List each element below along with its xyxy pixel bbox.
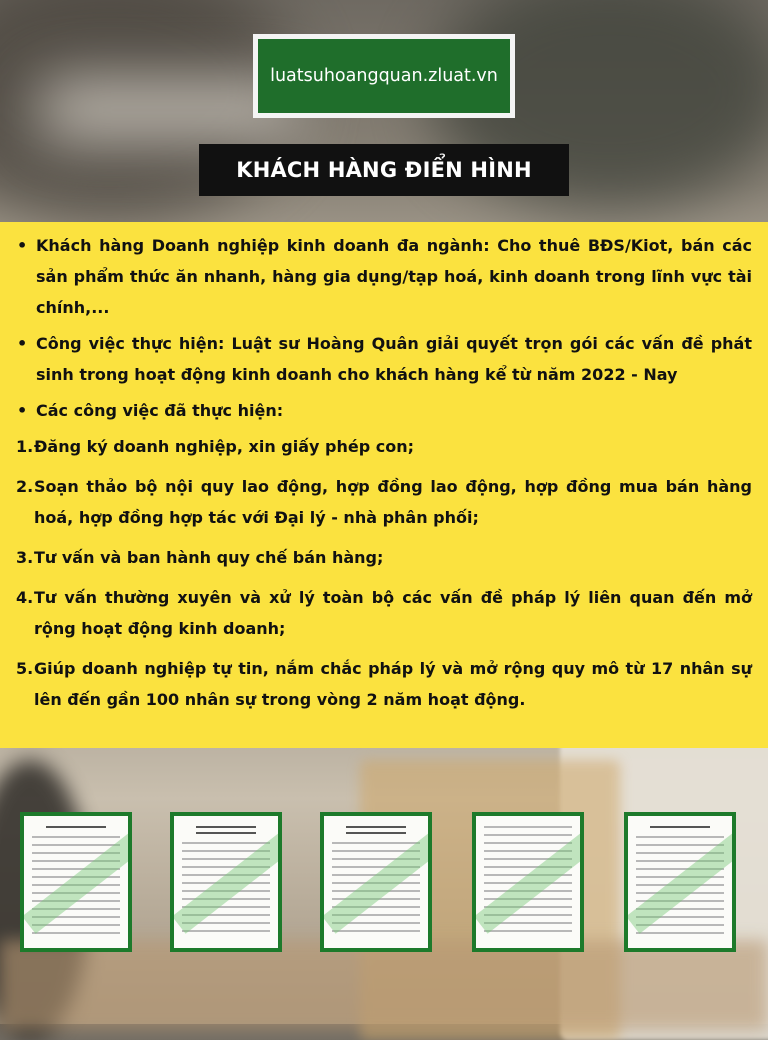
task-number: 1.	[16, 437, 34, 456]
list-item-text: Công việc thực hiện: Luật sư Hoàng Quân giải quyết trọn gói các vấn đề phát sinh trong hoạt động kinh doanh cho khách hàng kể từ năm 2022 - Nay	[36, 334, 752, 384]
task-item	[16, 542, 752, 573]
task-item	[16, 471, 752, 533]
task-text: Tư vấn và ban hành quy chế bán hàng;	[34, 548, 384, 567]
list-item	[16, 230, 752, 323]
document-thumbnails	[0, 812, 768, 962]
bullet-mark: •	[17, 401, 28, 420]
site-url-banner[interactable]	[253, 34, 515, 118]
document-thumbnail[interactable]	[472, 812, 584, 952]
bullet-mark: •	[17, 236, 28, 255]
list-item-text: Khách hàng Doanh nghiệp kinh doanh đa ngành: Cho thuê BĐS/Kiot, bán các sản phẩm thức ăn nhanh, hàng gia dụng/tạp hoá, kinh doanh trong lĩnh vực tài chính,...	[36, 236, 752, 317]
task-item	[16, 582, 752, 644]
document-thumbnail[interactable]	[170, 812, 282, 952]
task-number: 4.	[16, 588, 34, 607]
task-text: Giúp doanh nghiệp tự tin, nắm chắc pháp lý và mở rộng quy mô từ 17 nhân sự lên đến gần 100 nhân sự trong vòng 2 năm hoạt động.	[34, 659, 752, 709]
content-panel	[0, 222, 768, 748]
task-number: 3.	[16, 548, 34, 567]
document-thumbnail[interactable]	[320, 812, 432, 952]
bullet-mark: •	[17, 334, 28, 353]
page-title: KHÁCH HÀNG ĐIỂN HÌNH	[236, 158, 532, 182]
task-item	[16, 653, 752, 715]
list-item-text: Các công việc đã thực hiện:	[36, 401, 284, 420]
task-number: 5.	[16, 659, 34, 678]
list-item	[16, 328, 752, 390]
task-number: 2.	[16, 477, 34, 496]
document-thumbnail[interactable]	[20, 812, 132, 952]
list-item	[16, 395, 752, 426]
task-text: Tư vấn thường xuyên và xử lý toàn bộ các vấn đề pháp lý liên quan đến mở rộng hoạt động kinh doanh;	[34, 588, 752, 638]
site-url[interactable]: luatsuhoangquan.zluat.vn	[270, 66, 498, 86]
task-text: Đăng ký doanh nghiệp, xin giấy phép con;	[34, 437, 415, 456]
page-title-box	[199, 144, 569, 196]
task-item	[16, 431, 752, 462]
task-text: Soạn thảo bộ nội quy lao động, hợp đồng lao động, hợp đồng mua bán hàng hoá, hợp đồng hợp tác với Đại lý - nhà phân phối;	[34, 477, 752, 527]
document-thumbnail[interactable]	[624, 812, 736, 952]
